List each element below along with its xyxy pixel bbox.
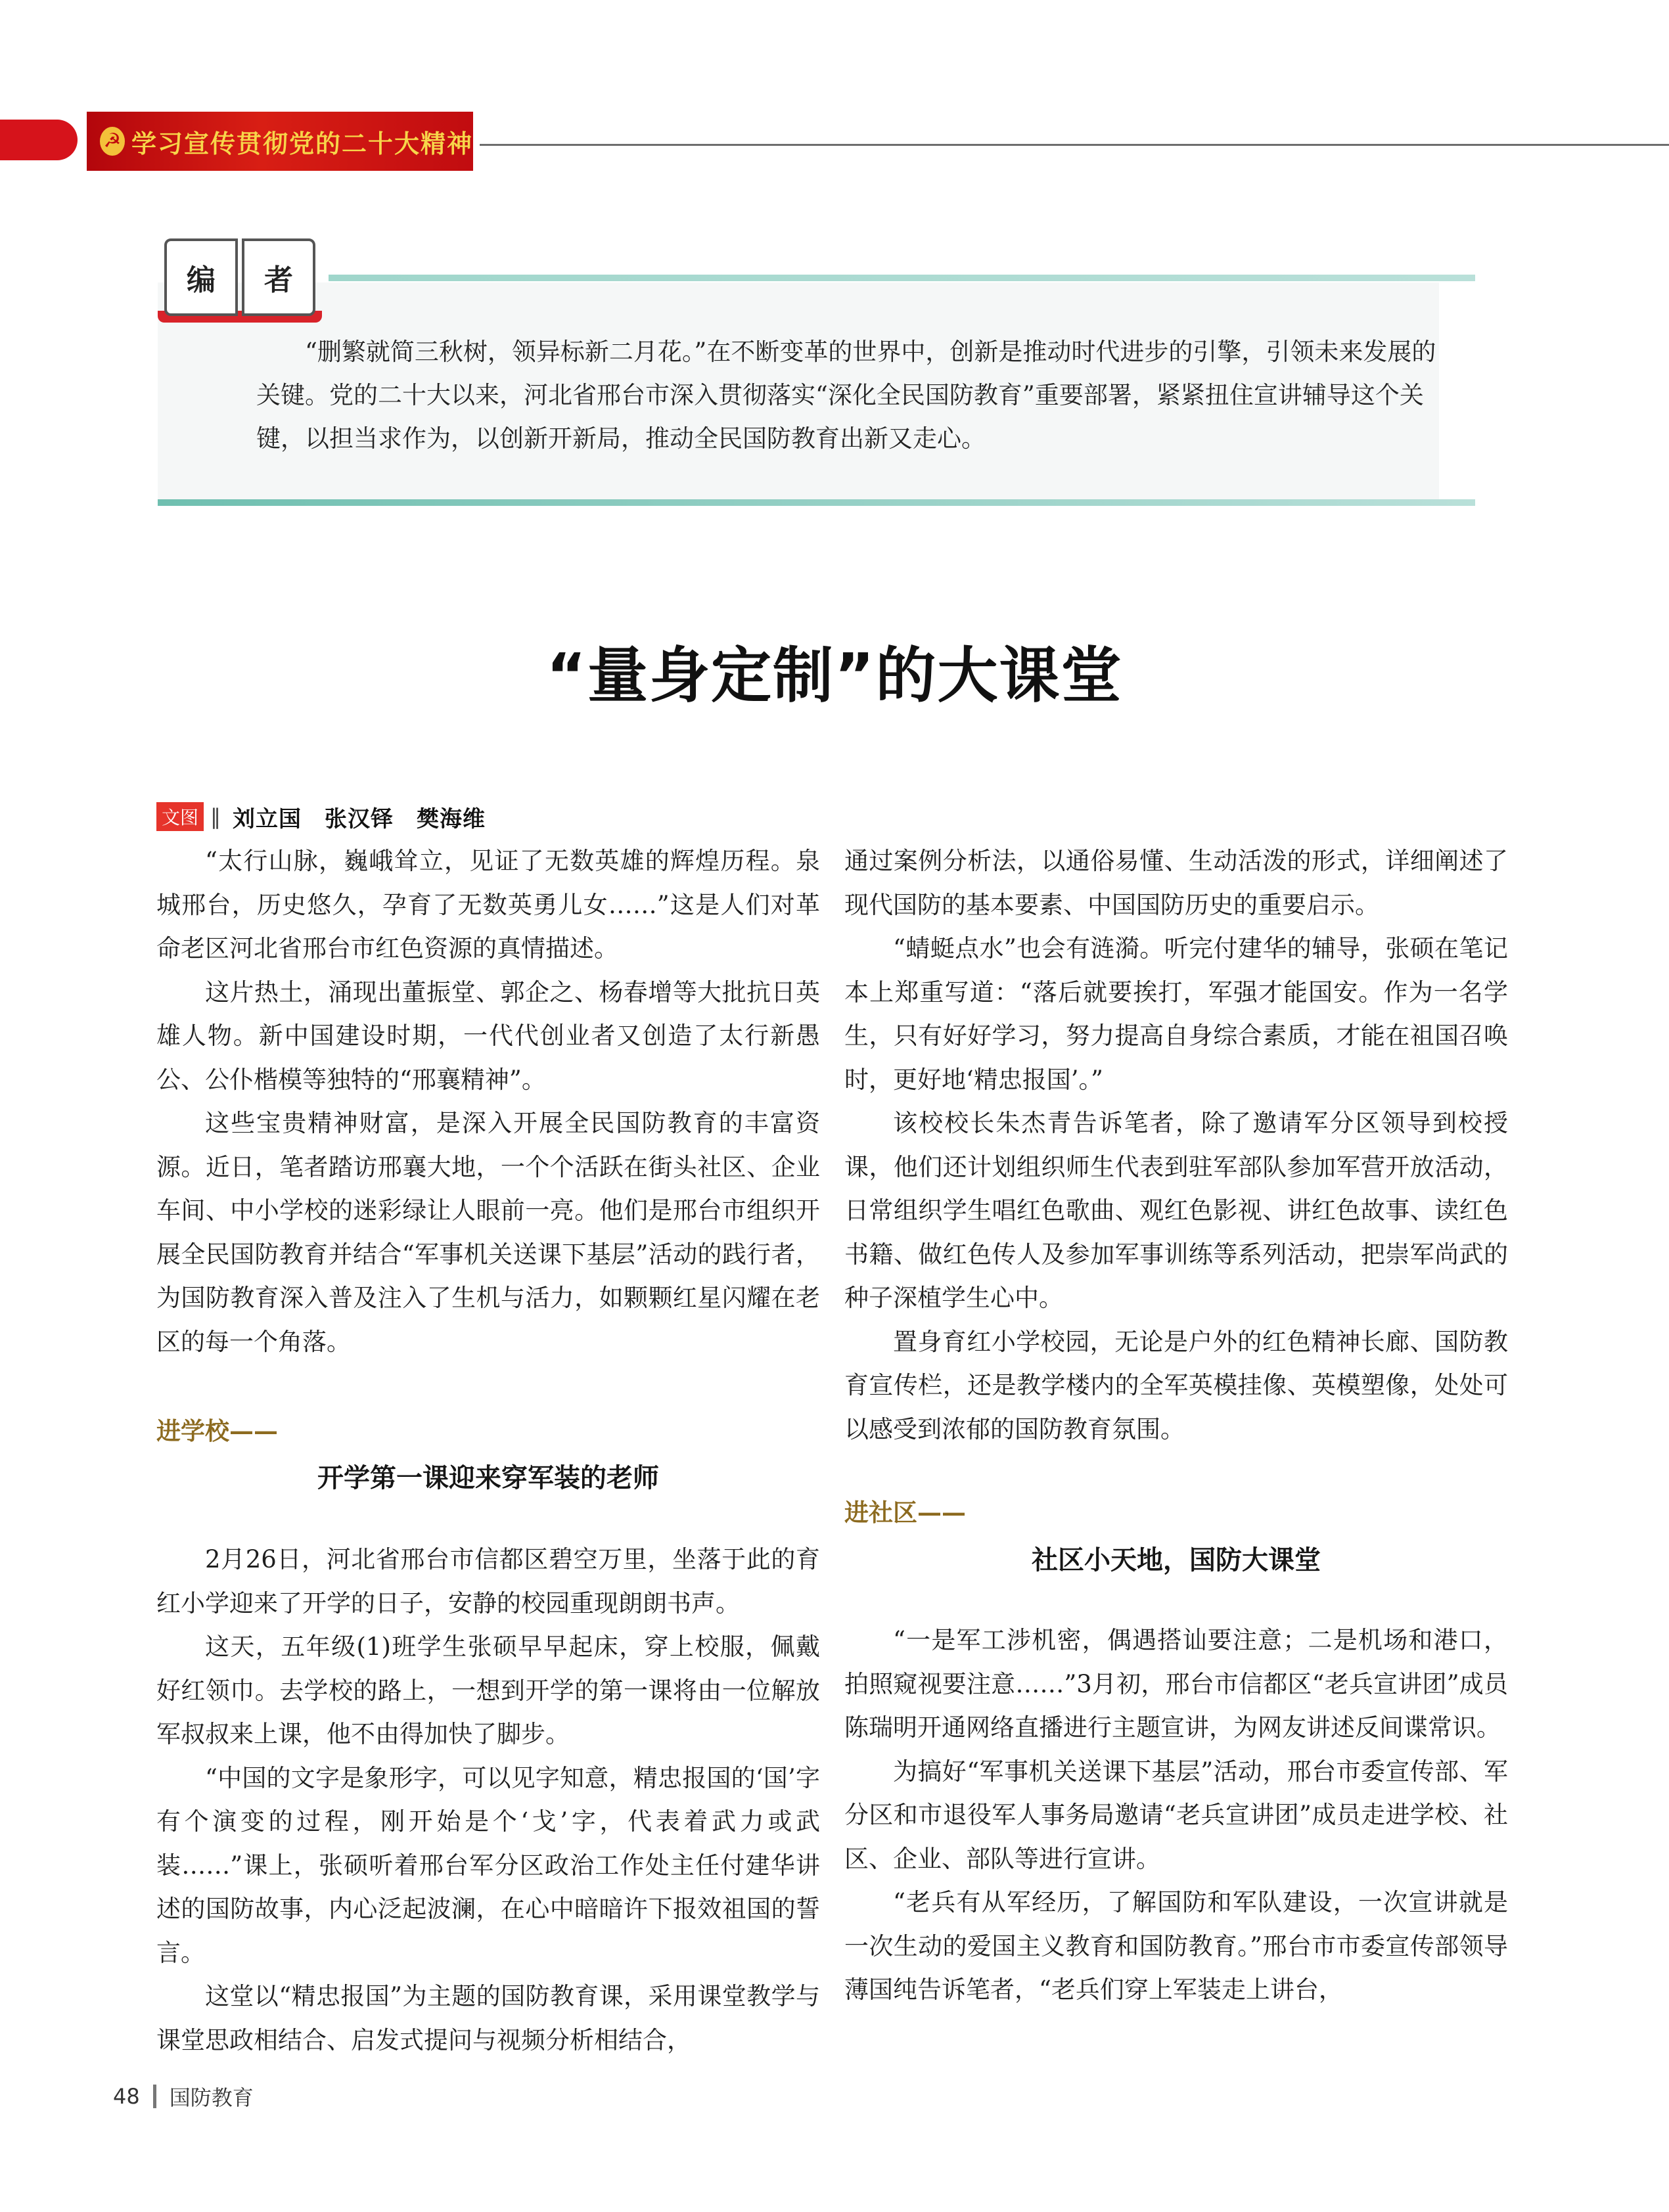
banner-title: 学习宣传贯彻党的二十大精神 (131, 128, 473, 158)
byline-separator: ‖ (210, 804, 221, 829)
paragraph: 这片热土，涌现出董振堂、郭企之、杨春增等大批抗日英雄人物。新中国建设时期，一代代创业者又创造了太行新愚公、公仆楷模等独特的“邢襄精神”。 (156, 978, 820, 1094)
paragraph: “蜻蜓点水”也会有涟漪。听完付建华的辅导，张硕在笔记本上郑重写道：“落后就要挨打，军强才能国安。作为一名学生，只有好好学习，努力提高自身综合素质，才能在祖国召唤时，更好地‘精忠报国’。” (844, 934, 1508, 1094)
paragraph: 2月26日，河北省邢台市信都区碧空万里，坐落于此的育红小学迎来了开学的日子，安静的校园重现朗朗书声。 (156, 1545, 820, 1617)
page-footer (113, 2081, 254, 2111)
editor-note-bottom-rule (158, 499, 1475, 506)
paragraph: 这些宝贵精神财富，是深入开展全民国防教育的丰富资源。近日，笔者踏访邢襄大地，一个个活跃在街头社区、企业车间、中小学校的迷彩绿让人眼前一亮。他们是邢台市组织开展全民国防教育并结合“军事机关送课下基层”活动的践行者，为国防教育深入普及注入了生机与活力，如颗颗红星闪耀在老区的每一个角落。 (156, 1109, 820, 1356)
paragraph: 置身育红小学校园，无论是户外的红色精神长廊、国防教育宣传栏，还是教学楼内的全军英模挂像、英模塑像，处处可以感受到浓郁的国防教育氛围。 (844, 1327, 1508, 1443)
editor-label-left: 编 (164, 238, 238, 316)
byline (156, 800, 486, 833)
left-column-section1 (156, 1538, 820, 2062)
section-banner (87, 112, 473, 171)
editor-note-text (256, 330, 1439, 461)
right-column-section2 (844, 1619, 1508, 2012)
section-tag-community: 进社区—— (844, 1498, 966, 1527)
paragraph: “老兵有从军经历，了解国防和军队建设，一次宣讲就是一次生动的爱国主义教育和国防教育。”邢台市市委宣传部领导薄国纯告诉笔者，“老兵们穿上军装走上讲台， (844, 1888, 1508, 2004)
left-column-intro (156, 840, 820, 1364)
byline-tag: 文图 (156, 802, 204, 831)
editor-label-right: 者 (242, 238, 315, 316)
editor-note-paragraph: “删繁就简三秋树，领异标新二月花。”在不断变革的世界中，创新是推动时代进步的引擎，引领未来发展的关键。党的二十大以来，河北省邢台市深入贯彻落实“深化全民国防教育”重要部署，紧紧扭住宣讲辅导这个关键，以担当求作为，以创新开新局，推动全民国防教育出新又走心。 (256, 338, 1436, 453)
open-book-icon (158, 233, 322, 325)
footer-divider (153, 2085, 156, 2108)
paragraph: 为搞好“军事机关送课下基层”活动，邢台市委宣传部、军分区和市退役军人事务局邀请“老兵宣讲团”成员走进学校、社区、企业、部队等进行宣讲。 (844, 1757, 1508, 1873)
paragraph: 通过案例分析法，以通俗易懂、生动活泼的形式，详细阐述了现代国防的基本要素、中国国防历史的重要启示。 (844, 847, 1508, 919)
paragraph: 这堂以“精忠报国”为主题的国防教育课，采用课堂教学与课堂思政相结合、启发式提问与视频分析相结合， (156, 1982, 820, 2054)
page-number: 48 (113, 2084, 140, 2109)
paragraph: “一是军工涉机密，偶遇搭讪要注意；二是机场和港口，拍照窥视要注意……”3月初，邢台市信都区“老兵宣讲团”成员陈瑞明开通网络直播进行主题宣讲，为网友讲述反间谍常识。 (844, 1626, 1508, 1742)
paragraph: “中国的文字是象形字，可以见字知意，精忠报国的‘国’字有个演变的过程，刚开始是个‘戈’字，代表着武力或武装……”课上，张硕听着邢台军分区政治工作处主任付建华讲述的国防故事，内心泛起波澜，在心中暗暗许下报效祖国的誓言。 (156, 1763, 820, 1967)
party-emblem-icon: ☭ (100, 127, 125, 156)
editor-note-top-rule (329, 275, 1475, 281)
section-tag-school: 进学校—— (156, 1416, 278, 1445)
section-subtitle-school: 开学第一课迎来穿军装的老师 (317, 1463, 659, 1493)
authors: 刘立国 张汉铎 樊海维 (233, 805, 486, 832)
article-title: “量身定制”的大课堂 (546, 641, 1123, 711)
paragraph: 这天，五年级(1)班学生张硕早早起床，穿上校服，佩戴好红领巾。去学校的路上，一想到开学的第一课将由一位解放军叔叔来上课，他不由得加快了脚步。 (156, 1633, 820, 1748)
right-column-continued (844, 840, 1508, 1451)
paragraph: “太行山脉，巍峨耸立，见证了无数英雄的辉煌历程。泉城邢台，历史悠久，孕育了无数英勇儿女……”这是人们对革命老区河北省邢台市红色资源的真情描述。 (156, 847, 820, 962)
header-rule (480, 144, 1669, 146)
paragraph: 该校校长朱杰青告诉笔者，除了邀请军分区领导到校授课，他们还计划组织师生代表到驻军部队参加军营开放活动，日常组织学生唱红色歌曲、观红色影视、讲红色故事、读红色书籍、做红色传人及参加军事训练等系列活动，把崇军尚武的种子深植学生心中。 (844, 1109, 1508, 1312)
section-subtitle-community: 社区小天地，国防大课堂 (1032, 1545, 1321, 1575)
magazine-name: 国防教育 (169, 2085, 254, 2110)
header-red-tab (0, 120, 78, 160)
